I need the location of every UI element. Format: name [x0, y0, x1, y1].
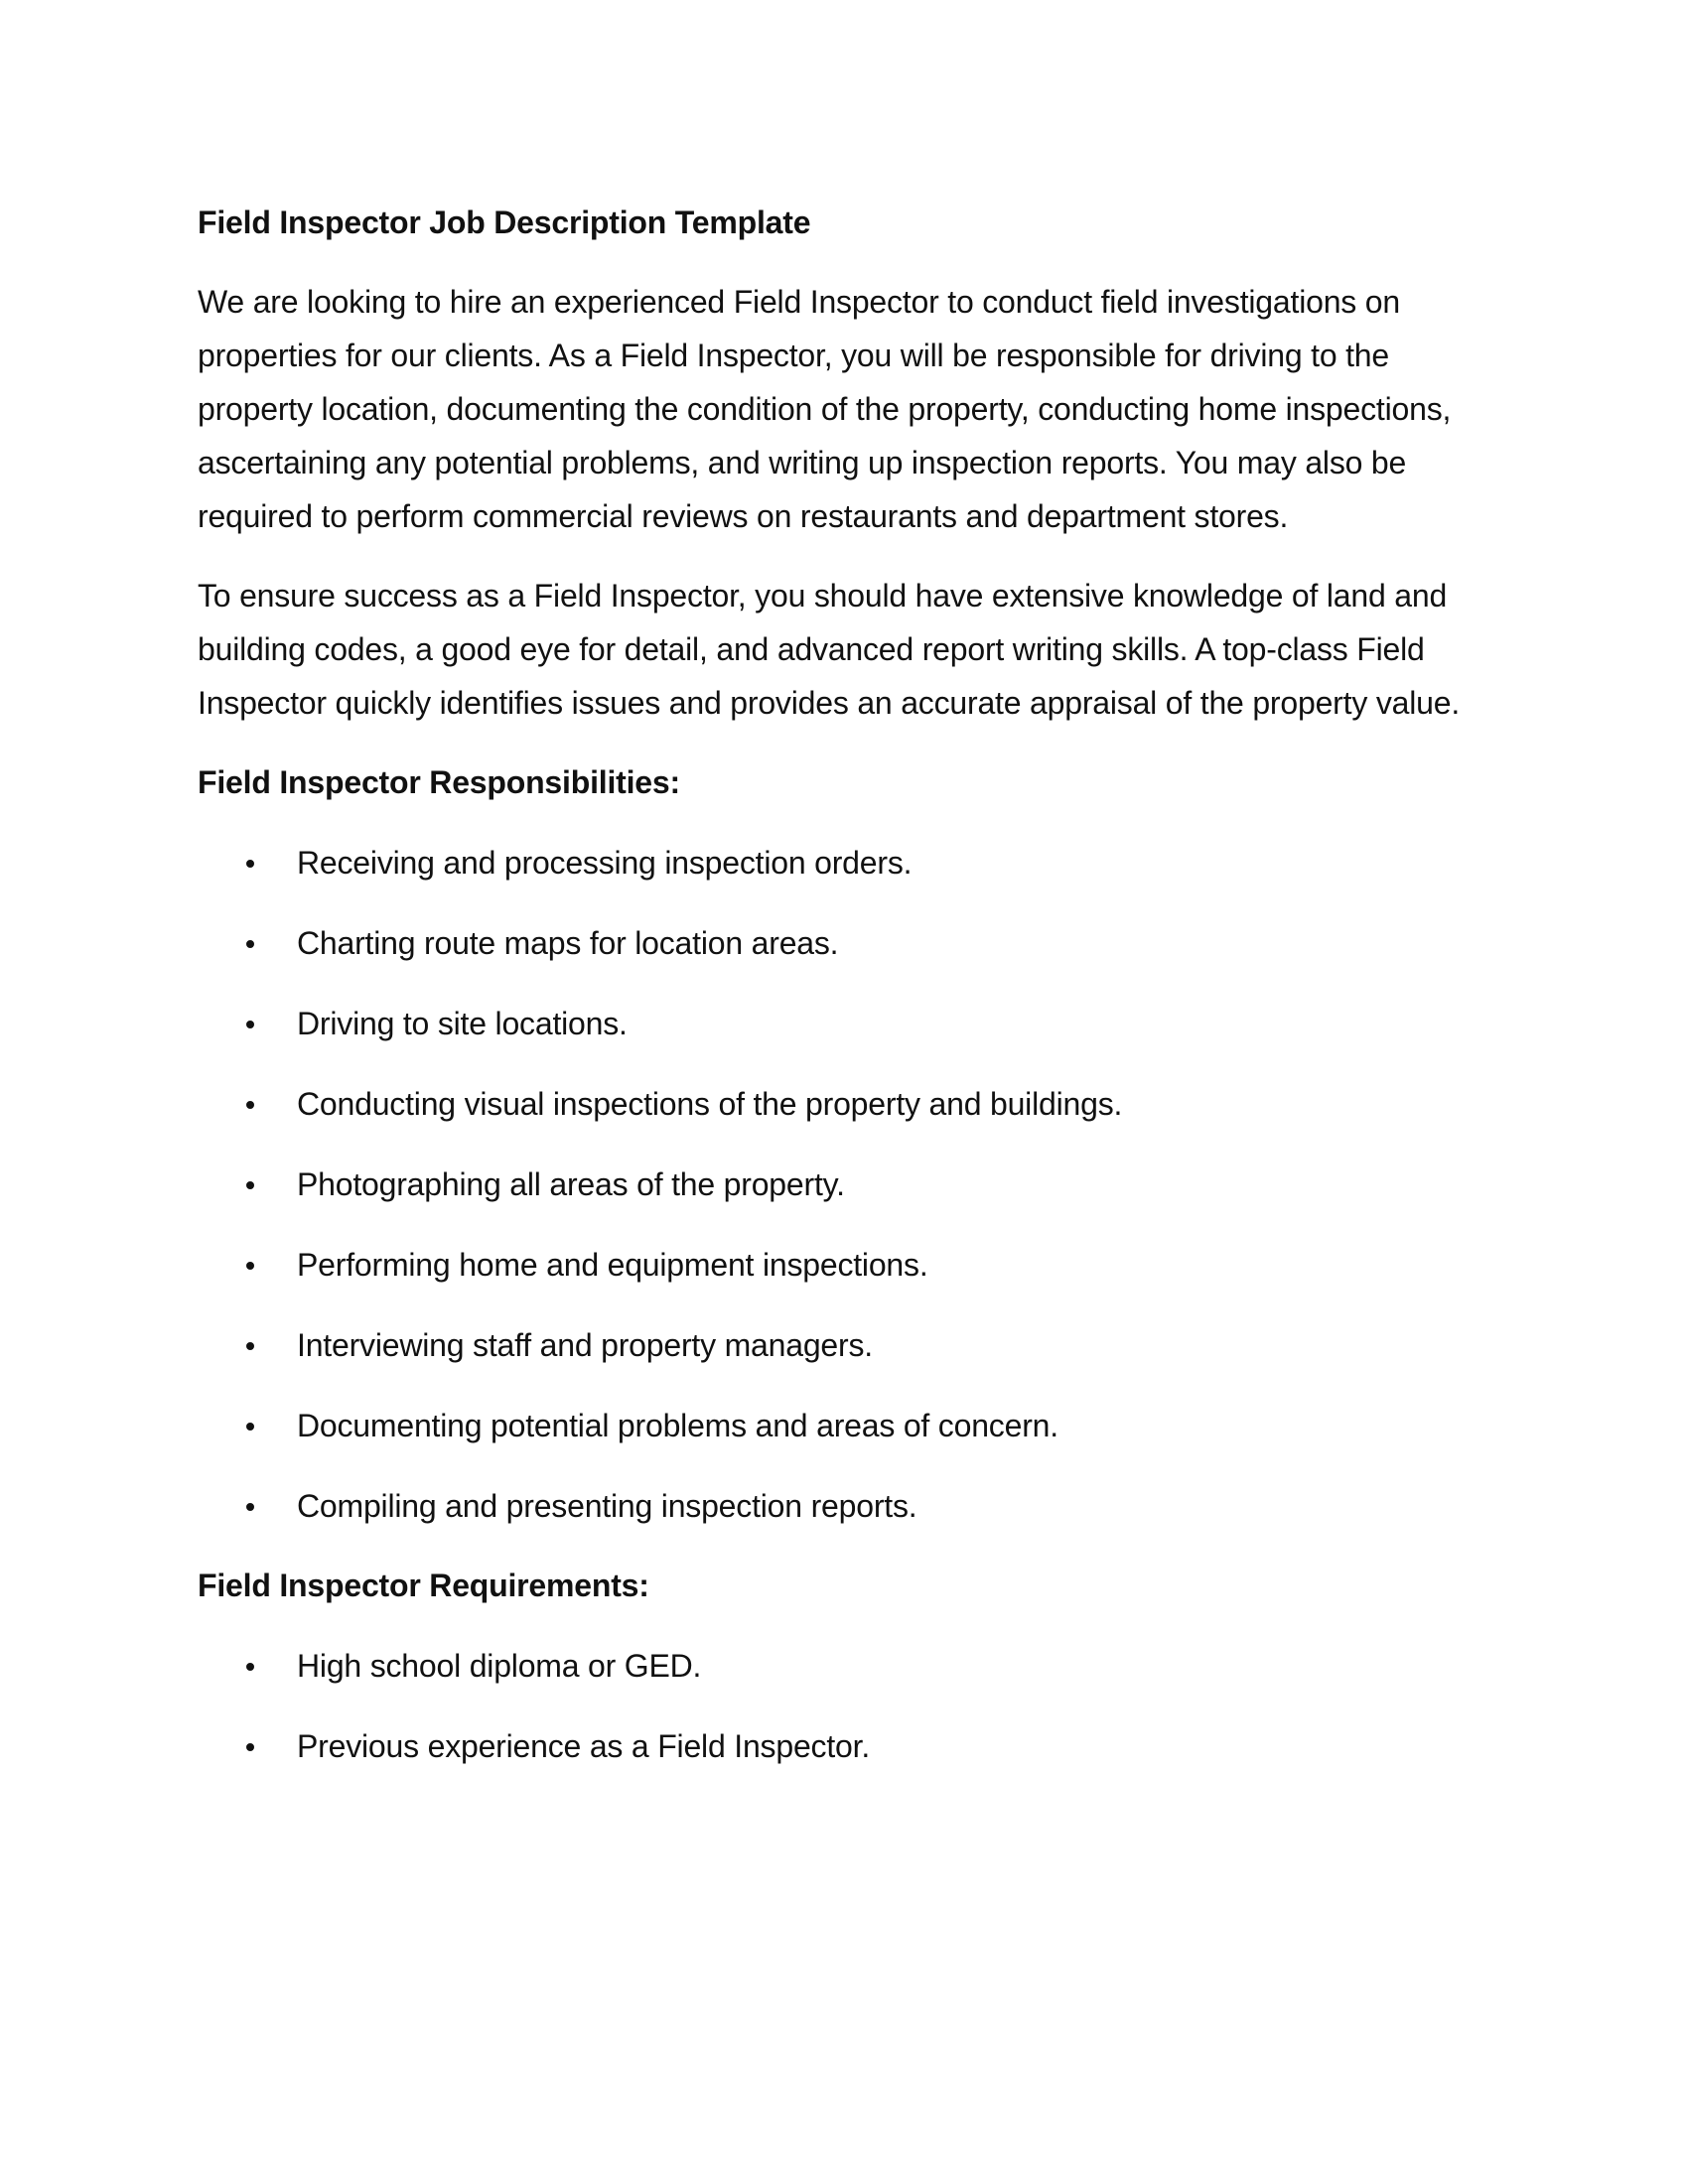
list-item-text: Charting route maps for location areas.	[297, 925, 839, 961]
bullet-icon	[246, 940, 254, 948]
list-item-text: Interviewing staff and property managers.	[297, 1327, 873, 1363]
list-item	[198, 1479, 1508, 1533]
list-item-text: Photographing all areas of the property.	[297, 1166, 845, 1202]
list-item-text: Documenting potential problems and areas of concern.	[297, 1408, 1058, 1443]
list-item	[198, 1399, 1508, 1452]
intro-paragraph: To ensure success as a Field Inspector, you should have extensive knowledge of land and building codes, a good eye for detail, and advanced report writing skills. A top-class Field Inspector quickly identifies issues and provides an accurate appraisal of the property value.	[198, 578, 1461, 721]
list-item	[198, 916, 1508, 970]
intro-paragraph: We are looking to hire an experienced Field Inspector to conduct field investigations on properties for our clients. As a Field Inspector, you will be responsible for driving to the property location, documenting the condition of the property, conducting home inspections, ascertaining any potential problems, and writing up inspection reports. You may also be required to perform commercial reviews on restaurants and department stores.	[198, 284, 1452, 534]
list-item-text: Conducting visual inspections of the property and buildings.	[297, 1086, 1123, 1122]
list-item	[198, 997, 1508, 1050]
bullet-icon	[246, 1503, 254, 1511]
bullet-icon	[246, 1181, 254, 1189]
list-item-text: Previous experience as a Field Inspector.	[297, 1728, 871, 1764]
bullet-icon	[246, 1342, 254, 1350]
list-item	[198, 1719, 1508, 1773]
list-item-text: Driving to site locations.	[297, 1006, 628, 1041]
list-item	[198, 1639, 1508, 1693]
bullet-icon	[246, 1262, 254, 1270]
list-item	[198, 836, 1508, 889]
requirements-list	[198, 1639, 1508, 1773]
list-item	[198, 1158, 1508, 1211]
list-item-text: High school diploma or GED.	[297, 1648, 702, 1684]
list-item	[198, 1238, 1508, 1292]
bullet-icon	[246, 1101, 254, 1109]
bullet-icon	[246, 1743, 254, 1751]
bullet-icon	[246, 1663, 254, 1671]
requirements-heading: Field Inspector Requirements:	[198, 1568, 649, 1603]
responsibilities-heading: Field Inspector Responsibilities:	[198, 764, 680, 800]
document-body	[198, 196, 1508, 1773]
list-item	[198, 1318, 1508, 1372]
bullet-icon	[246, 860, 254, 868]
list-item	[198, 1077, 1508, 1131]
list-item-text: Receiving and processing inspection orders.	[297, 845, 913, 881]
list-item-text: Performing home and equipment inspections.	[297, 1247, 928, 1283]
list-item-text: Compiling and presenting inspection reports.	[297, 1488, 917, 1524]
bullet-icon	[246, 1021, 254, 1028]
responsibilities-list	[198, 836, 1508, 1533]
document-title: Field Inspector Job Description Template	[198, 205, 811, 240]
bullet-icon	[246, 1423, 254, 1431]
